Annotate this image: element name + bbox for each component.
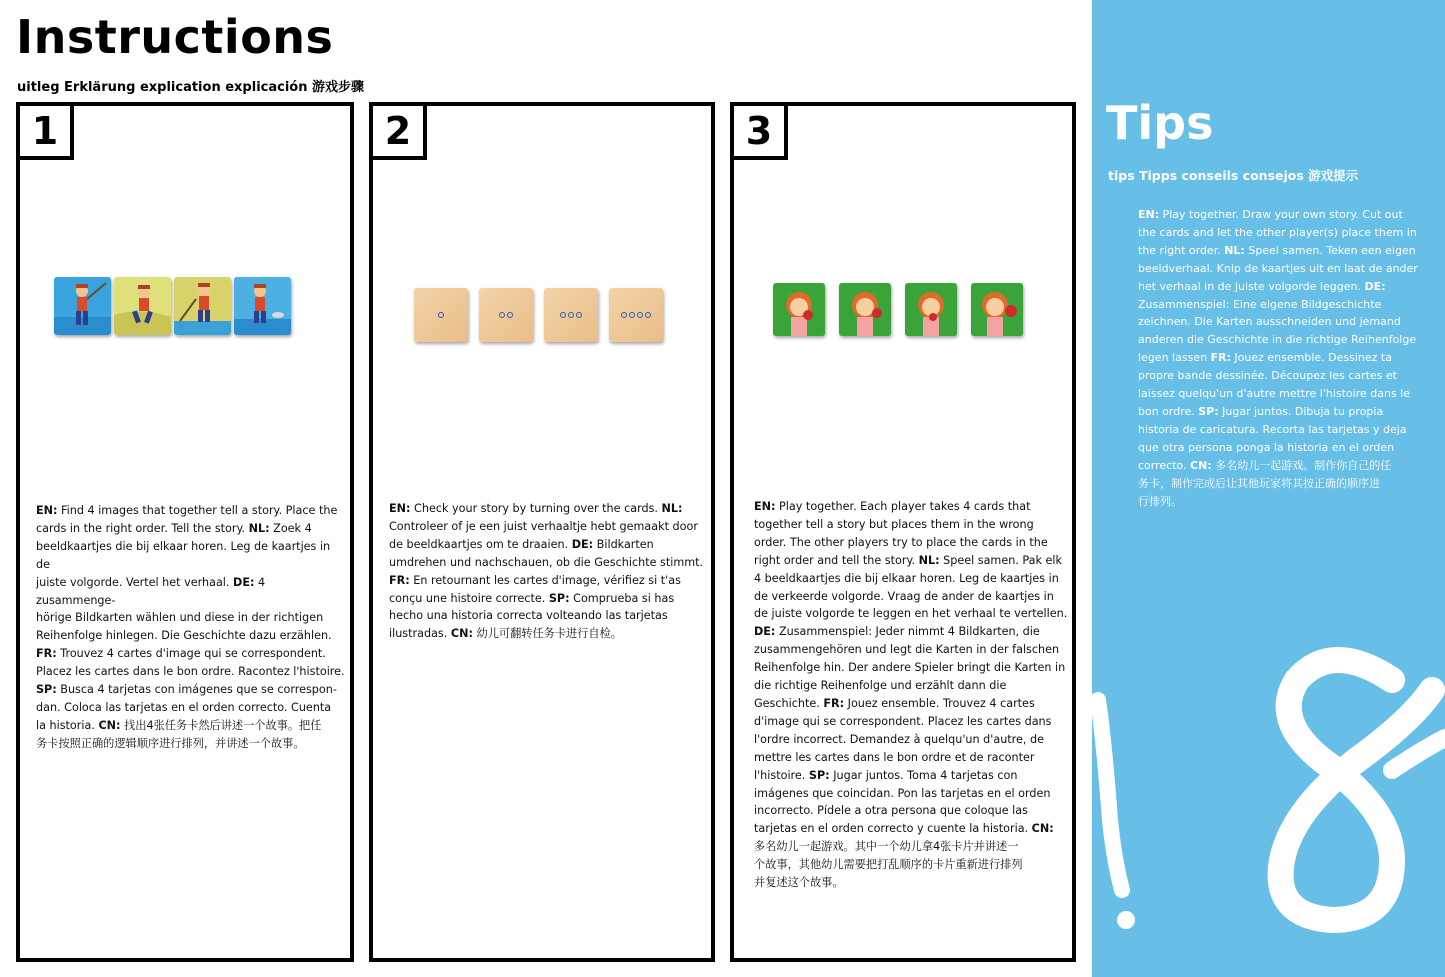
story-card-fisher-4 [234,277,291,335]
story-card-fisher-1 [54,277,111,335]
brush-stroke-decoration-icon [1092,620,1445,977]
step-number-3: 3 [730,102,788,160]
step-instructions-2: EN: Check your story by turning over the cards. NL: Controleer of je een juist verhaaltje hebt gemaakt door de beeldkaartjes om te draaien. DE: Bildkarten umdrehen und nachschauen, ob die Geschichte stimmt. FR: En retournant les cartes d'image, vérifiez si t'as conçu une histoire correcte. SP: Comprueba si has hecho una historia correcta volteando las tarjetas ilustradas. CN: 幼儿可翻转任务卡进行自检。 [389,502,704,641]
story-card-girl-3 [905,283,957,336]
story-card-row-3 [773,283,1037,336]
card-back-one-dot [414,288,468,342]
story-card-fisher-2 [114,277,171,335]
page-subtitle: uitleg Erklärung explication explicación 游戏步骤 [17,80,365,95]
tips-subtitle: tips Tipps conseils consejos 游戏提示 [1108,168,1359,183]
step-panel-3 [730,102,1076,962]
card-back-two-dots [479,288,533,342]
card-back-three-dots [544,288,598,342]
story-card-girl-4 [971,283,1023,336]
step-number-1: 1 [16,102,74,160]
story-card-fisher-3 [174,277,231,335]
step-panel-2 [369,102,715,962]
tips-sidebar [1092,0,1445,977]
step-instructions-3: EN: Play together. Each player takes 4 cards that together tell a story but places them in the wrong order. The other players try to place the cards in the right order and tell the story. NL: Speel samen. Pak elk 4 beeldkaartjes die bij elkaar horen. Leg de kaartjes in de verkeerde volgorde. Vraag de ander de kaartjes in de juiste volgorde te leggen en het verhaal te vertellen. DE: Zusammenspiel: Jeder nimmt 4 Bildkarten, die zusammengehören und legt die Karten in der falschen Reihenfolge hin. Der andere Spieler bringt die Karten in die richtige Reihenfolge und erzählt dann die Geschichte. FR: Jouez ensemble. Trouvez 4 cartes d'image qui se correspondent. Placez les cartes dans l'ordre incorrect. Demandez à quelqu'un d'autre, de mettre les cartes dans le bon ordre et de raconter l'histoire. SP: Jugar juntos. Toma 4 tarjetas con imágenes que coincidan. Pon las tarjetas en el orden incorrecto. Pídele a otra persona que coloque las tarjetas en el orden correcto y cuente la historia. CN: 多名幼儿一起游戏。其中一个幼儿拿4张卡片并讲述一 个故事，其他幼儿需要把打乱顺序的卡片重新进行排列 并复述这个故事。 [754,500,1068,890]
step-number-2: 2 [369,102,427,160]
step-instructions-1: EN: Find 4 images that together tell a story. Place the cards in the right order. Tell the story. NL: Zoek 4 beeldkaartjes die bij elkaar horen. Leg de kaartjes in de juiste volgorde. Vertel het verhaal. DE: 4 zusammenge- hörige Bildkarten wählen und diese in der richtigen Reihenfolge hinlegen. Die Geschichte dazu erzählen. FR: Trouvez 4 cartes d'image qui se correspondent. Placez les cartes dans le bon ordre. Racontez l'histoire. SP: Busca 4 tarjetas con imágenes que se correspon- dan. Coloca las tarjetas en el orden correcto. Cuenta la historia. CN: 找出4张任务卡然后讲述一个故事。把任 务卡按照正确的逻辑顺序进行排列，并讲述一个故事。 [36,504,345,750]
step-panel-1 [16,102,354,962]
story-card-girl-1 [773,283,825,336]
story-card-row-1 [54,277,294,335]
tips-title: Tips [1106,96,1214,150]
card-back-row [414,288,674,342]
story-card-girl-2 [839,283,891,336]
page-title: Instructions [16,10,334,64]
tips-text: EN: Play together. Draw your own story. Cut out the cards and let the other player(s) place them in the right order. NL: Speel samen. Teken een eigen beeldverhaal. Knip de kaartjes uit en laat de ander het verhaal in de juiste volgorde leggen. DE: Zusammenspiel: Eine eigene Bildgeschichte zeichnen. Die Karten ausschneiden und jemand anderen die Geschichte in die richtige Reihenfolge legen lassen FR: Jouez ensemble. Dessinez ta propre bande dessinée. Découpez les cartes et laissez quelqu'un d'autre mettre l'histoire dans le bon ordre. SP: Jugar juntos. Dibuja tu propia historia de caricatura. Recorta las tarjetas y deja que otra persona ponga la historia en el orden correcto. CN: 多名幼儿一起游戏。制作你自己的任 务卡，制作完成后让其他玩家将其按正确的顺序进 行排列。 [1138,208,1418,508]
card-back-four-dots [609,288,663,342]
